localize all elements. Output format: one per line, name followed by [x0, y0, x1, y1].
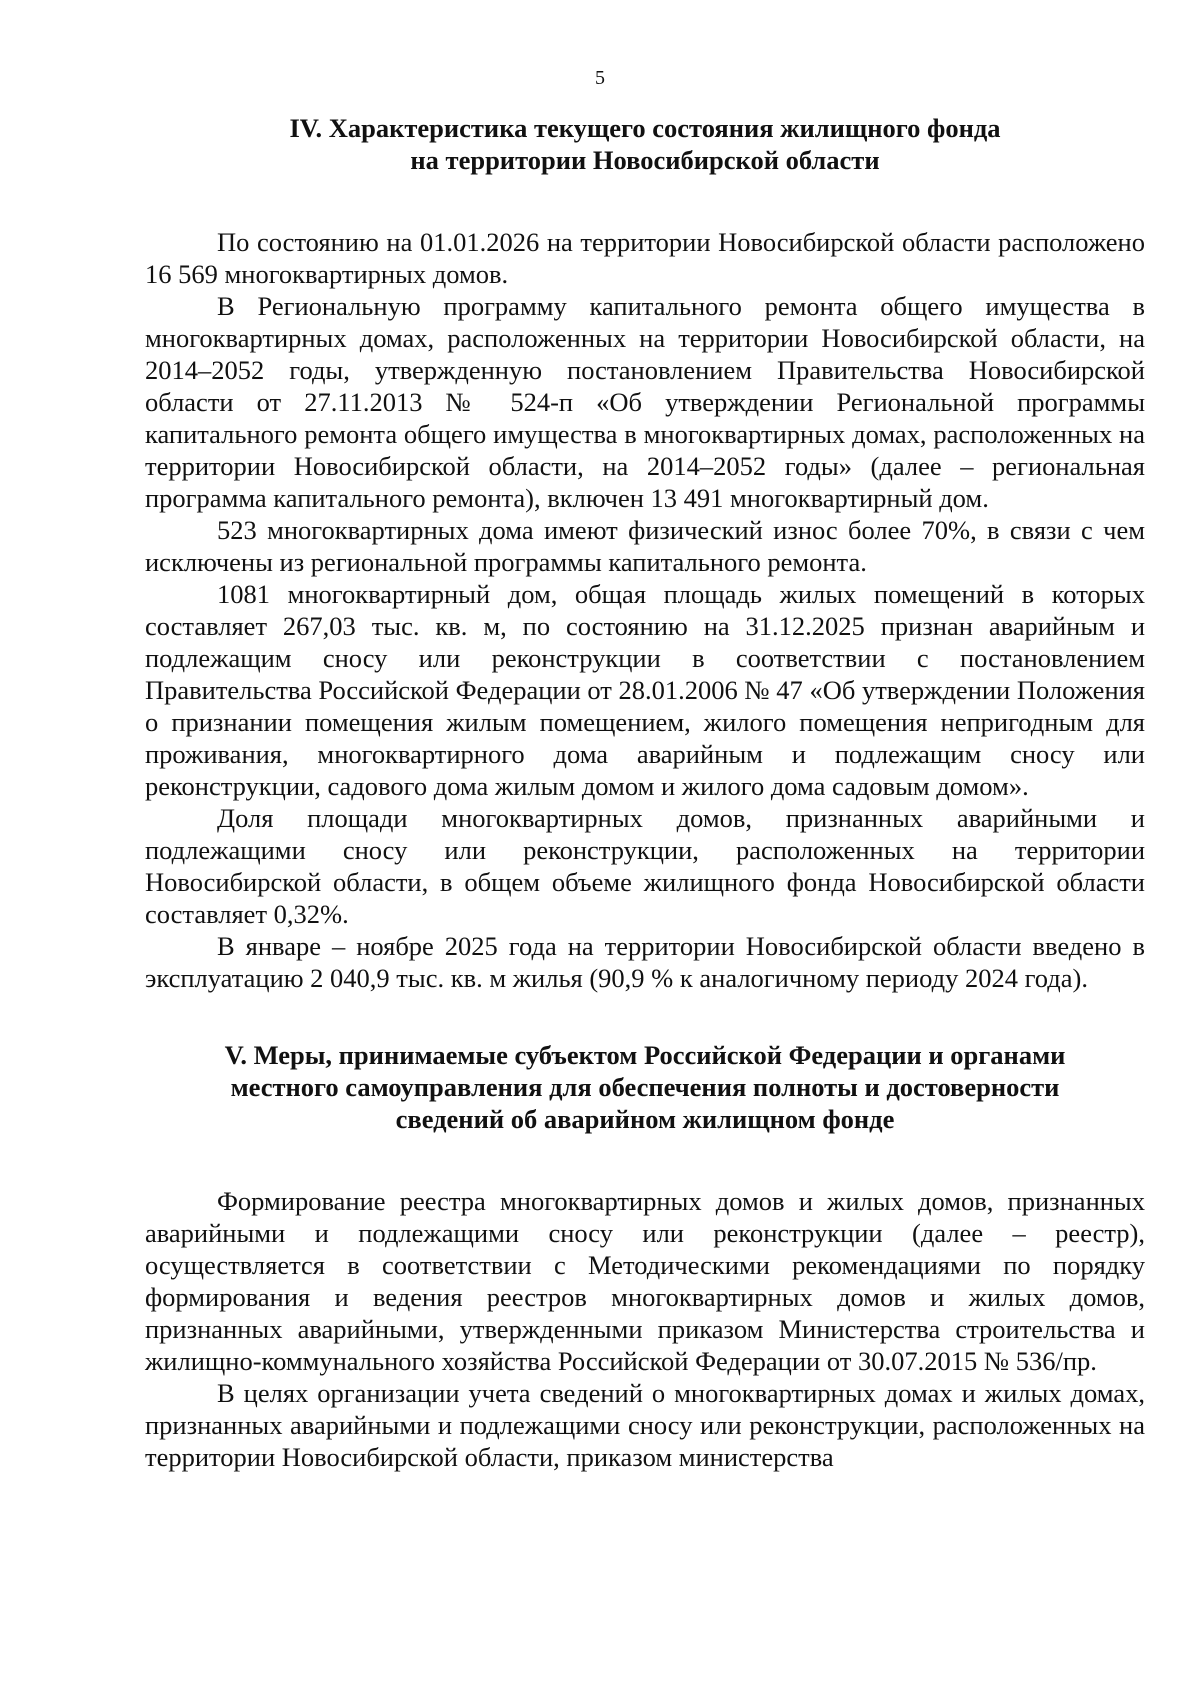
paragraph: В январе – ноябре 2025 года на территории Новосибирской области введено в эксплуатацию 2 040,9 тыс. кв. м жилья (90,9 % к аналогичному периоду 2024 года).: [145, 931, 1145, 993]
section-4-heading-line: IV. Характеристика текущего состояния жилищного фонда: [289, 113, 1001, 143]
paragraph: Доля площади многоквартирных домов, признанных аварийными и подлежащими сносу или реконструкции, расположенных на территории Новосибирской области, в общем объеме жилищного фонда Новосибирской области составляет 0,32%.: [145, 803, 1145, 929]
paragraph: В Региональную программу капитального ремонта общего имущества в многоквартирных домах, расположенных на территории Новосибирской области, на 2014–2052 годы, утвержденную постановлением Правительства Новосибирской области от 27.11.2013 № 524-п «Об утверждении Региональной программы капитального ремонта общего имущества в многоквартирных домах, расположенных на территории Новосибирской области, на 2014–2052 годы» (далее – региональная программа капитального ремонта), включен 13 491 многоквартирный дом.: [145, 291, 1145, 513]
document-body: [145, 112, 1145, 1473]
paragraph: 1081 многоквартирный дом, общая площадь жилых помещений в которых составляет 267,03 тыс. кв. м, по состоянию на 31.12.2025 признан аварийным и подлежащим сносу или реконструкции в соответствии с постановлением Правительства Российской Федерации от 28.01.2006 № 47 «Об утверждении Положения о признании помещения жилым помещением, жилого помещения непригодным для проживания, многоквартирного дома аварийным и подлежащим сносу или реконструкции, садового дома жилым домом и жилого дома садовым домом».: [145, 579, 1145, 801]
paragraph: По состоянию на 01.01.2026 на территории Новосибирской области расположено 16 569 многоквартирных домов.: [145, 227, 1145, 289]
page-number: 5: [595, 67, 605, 89]
section-5-heading-line: сведений об аварийном жилищном фонде: [395, 1104, 895, 1134]
section-5-heading-line: V. Меры, принимаемые субъектом Российской Федерации и органами: [224, 1040, 1066, 1070]
section-4-heading: [145, 112, 1145, 176]
section-4-heading-line: на территории Новосибирской области: [410, 145, 880, 175]
section-5-heading-line: местного самоуправления для обеспечения полноты и достоверности: [230, 1072, 1060, 1102]
paragraph: Формирование реестра многоквартирных домов и жилых домов, признанных аварийными и подлежащими сносу или реконструкции (далее – реестр), осуществляется в соответствии с Методическими рекомендациями по порядку формирования и ведения реестров многоквартирных домов и жилых домов, признанных аварийными, утвержденными приказом Министерства строительства и жилищно-коммунального хозяйства Российской Федерации от 30.07.2015 № 536/пр.: [145, 1186, 1145, 1376]
paragraph: В целях организации учета сведений о многоквартирных домах и жилых домах, признанных аварийными и подлежащими сносу или реконструкции, расположенных на территории Новосибирской области, приказом министерства: [145, 1378, 1145, 1472]
section-5-heading: [145, 1039, 1145, 1135]
paragraph: 523 многоквартирных дома имеют физический износ более 70%, в связи с чем исключены из региональной программы капитального ремонта.: [145, 515, 1145, 577]
